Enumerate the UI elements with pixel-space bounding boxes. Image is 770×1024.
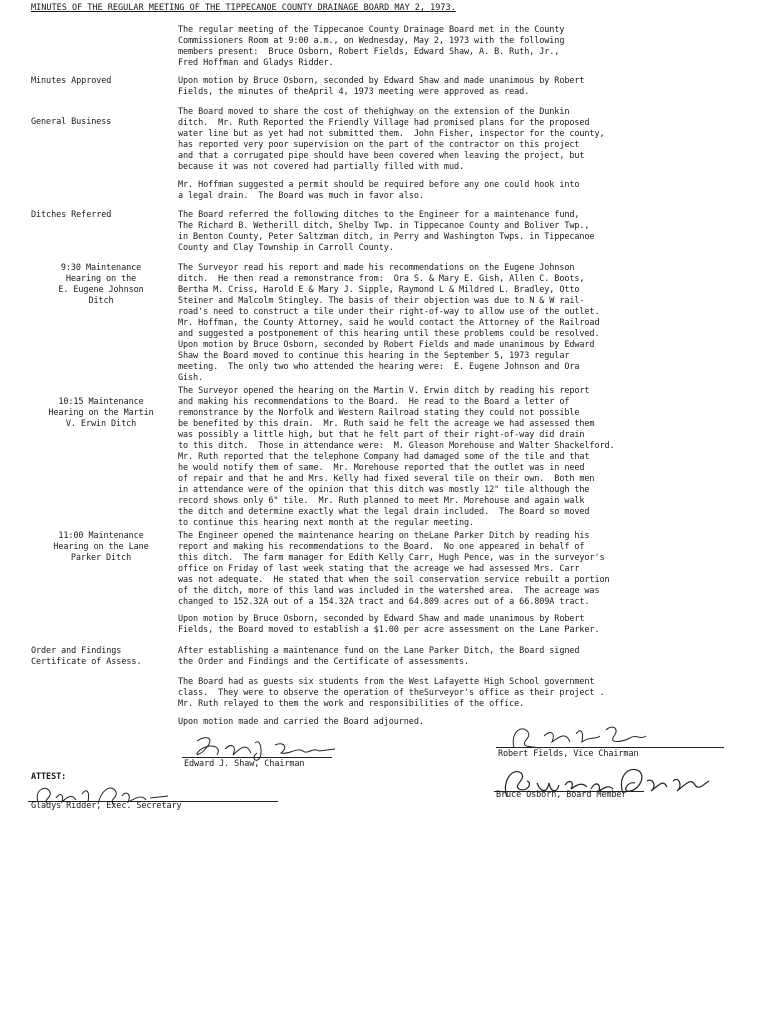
paragraph-permit: Mr. Hoffman suggested a permit should be required before any one could hook into a legal drain. The Board was much in favor also. xyxy=(178,180,580,201)
board-member-name: Bruce Osborn, Board Member xyxy=(496,790,627,800)
paragraph-guests: The Board had as guests six students from the West Lafayette High School government class. They were to observe the operation of theSurveyor's office as their project . Mr. Ruth relayed to them the work and responsibilities of the office. xyxy=(178,677,605,709)
paragraph-ditches-referred: The Board referred the following ditches to the Engineer for a maintenance fund, The Richard B. Wetherill ditch, Shelby Twp. in Tippecanoe County and Boliver Twp., in Benton County, Peter Saltzman ditch, in Perry and Washington Twps. in Tippecanoe County and Clay Township in Carroll County. xyxy=(178,210,595,253)
side-heading-johnson-hearing: 9:30 Maintenance Hearing on the E. Eugene Johnson Ditch xyxy=(58,263,144,306)
side-heading-ditches-referred: Ditches Referred xyxy=(31,210,112,220)
side-heading-order-findings: Order and Findings Certificate of Assess. xyxy=(31,646,142,667)
vice-chairman-name: Robert Fields, Vice Chairman xyxy=(498,749,639,759)
paragraph-order-findings: After establishing a maintenance fund on the Lane Parker Ditch, the Board signed the Order and Findings and the Certificate of assessments. xyxy=(178,646,580,667)
side-heading-minutes-approved: Minutes Approved xyxy=(31,76,112,86)
document-title: MINUTES OF THE REGULAR MEETING OF THE TIPPECANOE COUNTY DRAINAGE BOARD MAY 2, 1973. xyxy=(31,3,456,13)
side-heading-general-business: General Business xyxy=(31,117,112,127)
secretary-name: Gladys Ridder, Exec. Secretary xyxy=(31,801,182,811)
chairman-signature-line xyxy=(182,757,332,758)
paragraph-johnson-hearing: The Surveyor read his report and made his recommendations on the Eugene Johnson ditch. He then read a remonstrance from: Ora S. & Mary E. Gish, Allen C. Boots, Bertha M. Criss, Harold E & Mary J. Sipple, Raymond L & Mildred L. Bradley, Otto Steiner and Malcolm Stingley. The basis of their objection was due to N & W rail- road's need to construct a tile under their right-of-way to allow use of the outlet. Mr. Hoffman, the County Attorney, said he would contact the Attorney of the Railroad and suggested a postponement of this hearing until these problems could be resolved. Upon motion by Bruce Osborn, seconded by Robert Fields and made unanimous by Edward Shaw the Board moved to continue this hearing in the September 5, 1973 regular meeting. The only two who attended the hearing were: E. Eugene Johnson and Ora Gish. xyxy=(178,263,600,383)
side-heading-parker-hearing: 11:00 Maintenance Hearing on the Lane Parker Ditch xyxy=(53,531,149,563)
paragraph-general-business: The Board moved to share the cost of thehighway on the extension of the Dunkin ditch. Mr. Ruth Reported the Friendly Village had promised plans for the proposed water line but as yet had not submitted them. John Fisher, inspector for the county, has reported very poor supervision on the part of the contractor on this project and that a corrugated pipe should have been covered when leaving the project, but because it was not covered had partially filled with mud. xyxy=(178,107,605,172)
attest-label: ATTEST: xyxy=(31,772,67,782)
paragraph-minutes-approved: Upon motion by Bruce Osborn, seconded by Edward Shaw and made unanimous by Robert Fields, the minutes of theApril 4, 1973 meeting were approved as read. xyxy=(178,76,585,97)
paragraph-adjourned: Upon motion made and carried the Board adjourned. xyxy=(178,717,424,727)
paragraph-parker-assessment: Upon motion by Bruce Osborn, seconded by Edward Shaw and made unanimous by Robert Fields, the Board moved to establish a $1.00 per acre assessment on the Lane Parker. xyxy=(178,614,600,635)
chairman-name: Edward J. Shaw, Chairman xyxy=(184,759,305,769)
vice-chairman-signature-line xyxy=(496,747,724,748)
paragraph-erwin-hearing: The Surveyor opened the hearing on the Martin V. Erwin ditch by reading his report and making his recommendations to the Board. He read to the Board a letter of remonstrance by the Norfolk and Western Railroad stating they could not possible be benefited by this drain. Mr. Ruth said he felt the acreage we had assessed them was possibly a little high, but that he felt part of their right-of-way did drain to this ditch. Those in attendance were: M. Gleason Morehouse and Walter Shackelford. Mr. Ruth reported that the telephone Company had damaged some of the tile and that he would notify them of same. Mr. Morehouse reported that the outlet was in need of repair and that he and Mrs. Kelly had fixed several tile on their own. Both men in attendance were of the opinion that this ditch was mostly 12" tile although the record shows only 6" tile. Mr. Ruth planned to meet Mr. Morehouse and again walk the ditch and determine exactly what the legal drain included. The Board so moved to continue this hearing next month at the regular meeting. xyxy=(178,386,615,528)
side-heading-erwin-hearing: 10:15 Maintenance Hearing on the Martin V. Erwin Ditch xyxy=(48,397,154,429)
intro-paragraph: The regular meeting of the Tippecanoe County Drainage Board met in the County Commissioners Room at 9:00 a.m., on Wednesday, May 2, 1973 with the following members present: Bruce Osborn, Robert Fields, Edward Shaw, A. B. Ruth, Jr., Fred Hoffman and Gladys Ridder. xyxy=(178,25,565,68)
paragraph-parker-hearing: The Engineer opened the maintenance hearing on theLane Parker Ditch by reading his report and making his recommendations to the Board. No one appeared in behalf of this ditch. The farm manager for Edith Kelly Carr, Hugh Pence, was in the surveyor's office on Friday of last week stating that the acreage we had assessed Mrs. Carr was not adequate. He stated that when the soil conservation service rebuilt a portion of the ditch, more of this land was included in the watershed area. The acreage was changed to 152.32A out of a 154.32A tract and 64.809 acres out of a 66.809A tract. xyxy=(178,531,610,607)
